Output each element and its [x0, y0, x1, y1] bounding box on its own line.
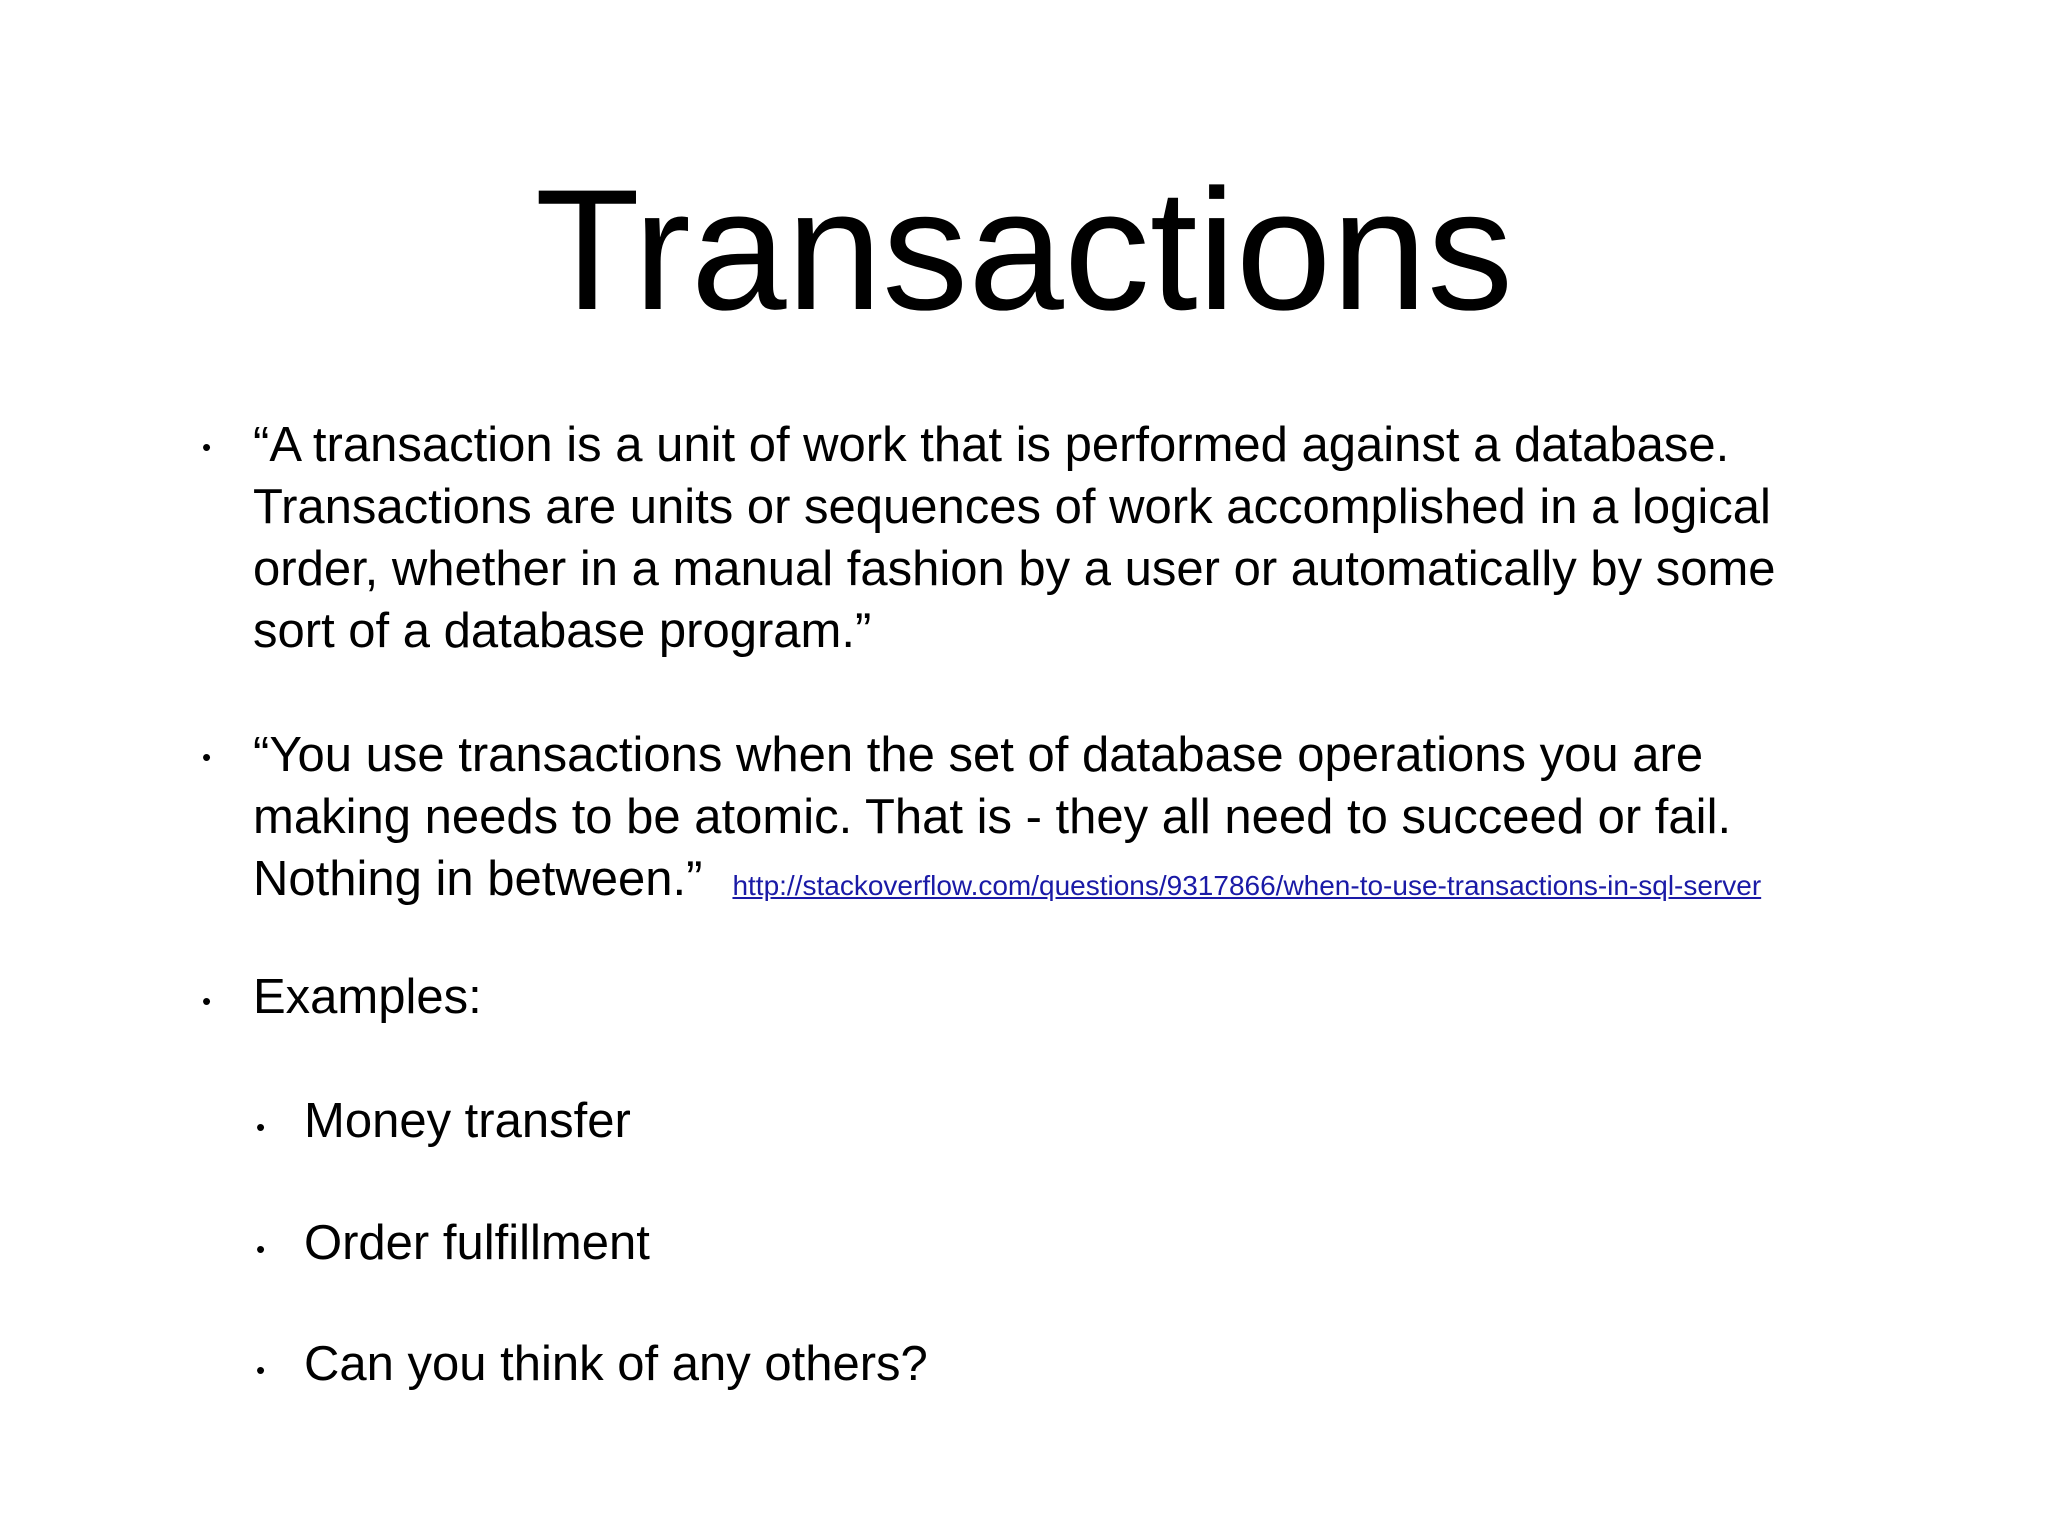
bullet-line: Transactions are units or sequences of work accomplished in a logical	[253, 480, 1771, 534]
bullet-marker: •	[202, 742, 212, 772]
bullet-text	[253, 724, 1761, 910]
sub-bullet-text: Money transfer	[304, 1094, 631, 1148]
bullet-text	[253, 414, 1776, 662]
bullet-text	[253, 966, 482, 1028]
sub-bullet-text: Can you think of any others?	[304, 1337, 928, 1391]
stackoverflow-link[interactable]: http://stackoverflow.com/questions/9317866/when-to-use-transactions-in-sql-server	[732, 870, 1762, 901]
bullet-marker: •	[202, 986, 212, 1016]
bullet-line: “You use transactions when the set of database operations you are	[253, 728, 1704, 782]
bullet-line: making needs to be atomic. That is - they all need to succeed or fail.	[253, 790, 1732, 844]
bullet-marker: •	[202, 432, 212, 462]
sub-bullet-text: Order fulfillment	[304, 1216, 650, 1270]
bullet-line-with-link	[253, 848, 1761, 910]
bullet-line: Examples:	[253, 970, 482, 1024]
slide-title: Transactions	[534, 154, 1514, 346]
bullet-line: order, whether in a manual fashion by a user or automatically by some	[253, 542, 1776, 596]
sub-bullet-marker: •	[256, 1234, 266, 1264]
sub-bullet-marker: •	[256, 1112, 266, 1142]
sub-bullet-marker: •	[256, 1355, 266, 1385]
bullet-line: sort of a database program.”	[253, 604, 872, 658]
bullet-line: “A transaction is a unit of work that is performed against a database.	[253, 418, 1730, 472]
bullet-line: Nothing in between.”	[253, 852, 703, 906]
